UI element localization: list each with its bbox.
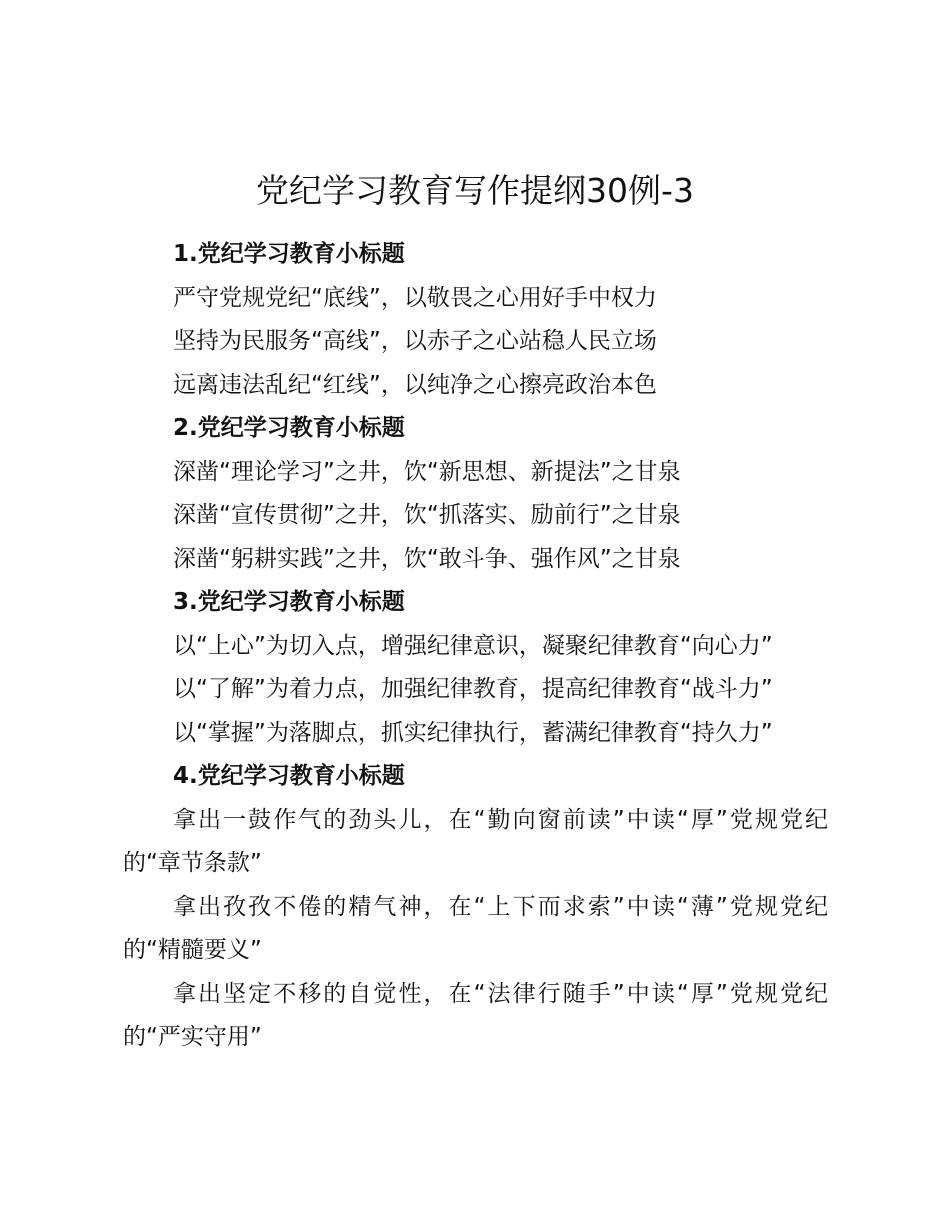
section-1-line-3: 远离违法乱纪“红线”，以纯净之心擦亮政治本色: [173, 371, 657, 398]
section-1-line-1: 严守党规党纪“底线”，以敬畏之心用好手中权力: [173, 284, 657, 311]
section-heading-3: 3.党纪学习教育小标题: [173, 589, 405, 615]
document-title: 党纪学习教育写作提纲30例-3: [256, 171, 694, 210]
section-2-line-3: 深凿“躬耕实践”之井，饮“敢斗争、强作风”之甘泉: [173, 545, 681, 572]
section-3-line-3: 以“掌握”为落脚点，抓实纪律执行，蓄满纪律教育“持久力”: [173, 719, 773, 746]
section-4-paragraph-1: 拿出一鼓作气的劲头儿，在“勤向窗前读”中读“厚”党规党纪的“章节条款”: [123, 806, 828, 876]
document-body: [123, 233, 828, 1060]
section-4-paragraph-2: 拿出孜孜不倦的精气神，在“上下而求索”中读“薄”党规党纪的“精髓要义”: [123, 893, 828, 963]
section-4-paragraph-3: 拿出坚定不移的自觉性，在“法律行随手”中读“厚”党规党纪的“严实守用”: [123, 980, 828, 1050]
section-heading-4: 4.党纪学习教育小标题: [173, 763, 405, 789]
section-3-line-1: 以“上心”为切入点，增强纪律意识，凝聚纪律教育“向心力”: [173, 632, 773, 659]
section-heading-2: 2.党纪学习教育小标题: [173, 415, 405, 441]
section-heading-1: 1.党纪学习教育小标题: [173, 241, 405, 267]
section-2-line-1: 深凿“理论学习”之井，饮“新思想、新提法”之甘泉: [173, 458, 681, 485]
section-1-line-2: 坚持为民服务“高线”，以赤子之心站稳人民立场: [173, 328, 657, 354]
section-3-line-2: 以“了解”为着力点，加强纪律教育，提高纪律教育“战斗力”: [173, 676, 773, 702]
section-2-line-2: 深凿“宣传贯彻”之井，饮“抓落实、励前行”之甘泉: [173, 502, 681, 528]
